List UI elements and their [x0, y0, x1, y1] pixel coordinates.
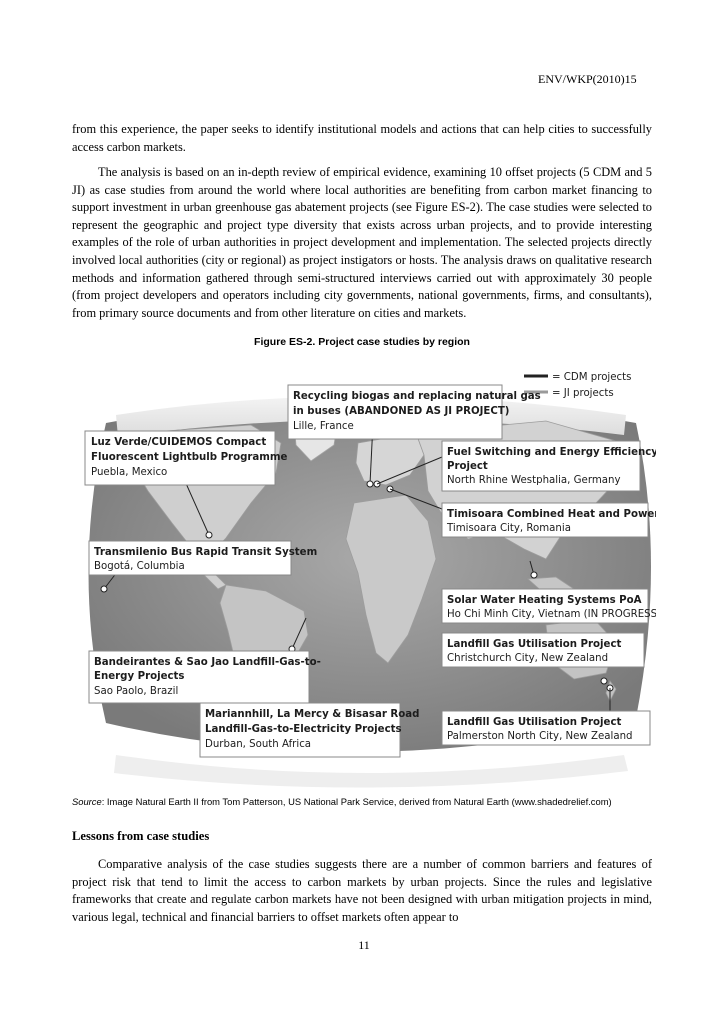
label-mariannhill [200, 703, 419, 757]
timisoara-location: Timisoara City, Romania [447, 523, 571, 534]
label-christchurch [442, 633, 644, 667]
figure-title: Figure ES-2. Project case studies by region [254, 336, 470, 348]
legend-cdm-label: = CDM projects [552, 372, 632, 383]
fuel-location: North Rhine Westphalia, Germany [447, 475, 621, 486]
mariannhill-title: Mariannhill, La Mercy & Bisasar Road [205, 709, 420, 720]
label-timisoara [442, 503, 656, 537]
paragraph-analysis: The analysis is based on an in-depth review of empirical evidence, examining 10 offset projects (5 CDM and 5 JI) as case studies from around the world where local authorities are benefiting from carbon market financing to support investment in urban greenhouse gas abatement projects (see Figure ES-2). The case studies were selected to represent the geographic and project type diversity that exists across urban projects, and to provide interesting examples of the role of urban authorities in project development and implementation. The selected projects directly involved local authorities (city or regional) as project instigators or hosts. The analysis draws on qualitative research methods and information gathered through semi-structured interviews carried out with approximately 30 people (from project developers and operators including city governments, national governments, firms, and consultants), from primary source documents and from other literature on cities and markets. [72, 165, 652, 320]
christchurch-location: Christchurch City, New Zealand [447, 653, 609, 664]
location-dot-puebla [206, 532, 212, 538]
landmass-antarctica [114, 755, 628, 788]
label-solar-water [442, 589, 656, 623]
document-reference: ENV/WKP(2010)15 [538, 72, 637, 86]
label-fuel-switching [442, 441, 656, 491]
transmilenio-title: Transmilenio Bus Rapid Transit System [94, 547, 318, 558]
paragraph-comparative: Comparative analysis of the case studies suggests there are a number of common barriers and features of project risk that tend to limit the access to carbon markets by urban projects. Since the rules and legislative frameworks that create and regulate carbon markets have not been designed with urban mitigation projects in mind, various legal, technical and financial barriers to offset markets often appear to [72, 857, 652, 924]
legend-ji-label: = JI projects [552, 388, 614, 399]
bandeirantes-title: Bandeirantes & Sao Jao Landfill-Gas-to- [94, 657, 321, 668]
label-palmerston [442, 711, 650, 745]
luz-verde-location: Puebla, Mexico [91, 467, 168, 478]
label-luz-verde [85, 431, 288, 485]
palmerston-title: Landfill Gas Utilisation Project [447, 717, 622, 728]
bandeirantes-subtitle: Energy Projects [94, 671, 185, 682]
timisoara-title: Timisoara Combined Heat and Power [447, 509, 656, 520]
recycling-subtitle: in buses (ABANDONED AS JI PROJECT) [293, 406, 510, 417]
mariannhill-location: Durban, South Africa [205, 739, 312, 750]
location-dot-lille [367, 481, 373, 487]
label-transmilenio [89, 541, 317, 575]
source-label: Source [72, 796, 102, 807]
palmerston-location: Palmerston North City, New Zealand [447, 731, 633, 742]
luz-verde-subtitle: Fluorescent Lightbulb Programme [91, 452, 288, 463]
location-dot-bogota [101, 586, 107, 592]
location-dot-hcmc [531, 572, 537, 578]
location-dot-christchurch [601, 678, 607, 684]
recycling-location: Lille, France [293, 421, 354, 432]
world-map-svg [76, 363, 656, 788]
solar-location: Ho Chi Minh City, Vietnam (IN PROGRESS) [447, 609, 656, 620]
page-number: 11 [358, 938, 370, 952]
paragraph-intro: from this experience, the paper seeks to identify institutional models and actions that can help cities to successfully access carbon markets. [72, 122, 652, 154]
world-map-figure [76, 363, 656, 788]
transmilenio-location: Bogotá, Columbia [94, 561, 185, 572]
source-text: : Image Natural Earth II from Tom Patterson, US National Park Service, derived from Natural Earth (www.shadedrelief.com) [101, 796, 612, 807]
label-bandeirantes [89, 651, 321, 703]
mariannhill-subtitle: Landfill-Gas-to-Electricity Projects [205, 724, 402, 735]
luz-verde-title: Luz Verde/CUIDEMOS Compact [91, 437, 267, 448]
solar-title: Solar Water Heating Systems PoA [447, 595, 642, 606]
bandeirantes-location: Sao Paolo, Brazil [94, 686, 179, 697]
christchurch-title: Landfill Gas Utilisation Project [447, 639, 622, 650]
fuel-title: Fuel Switching and Energy Efficiency [447, 447, 656, 458]
section-heading: Lessons from case studies [72, 829, 210, 843]
fuel-subtitle: Project [447, 461, 488, 472]
recycling-title: Recycling biogas and replacing natural gas [293, 391, 541, 402]
figure-source [72, 796, 672, 807]
